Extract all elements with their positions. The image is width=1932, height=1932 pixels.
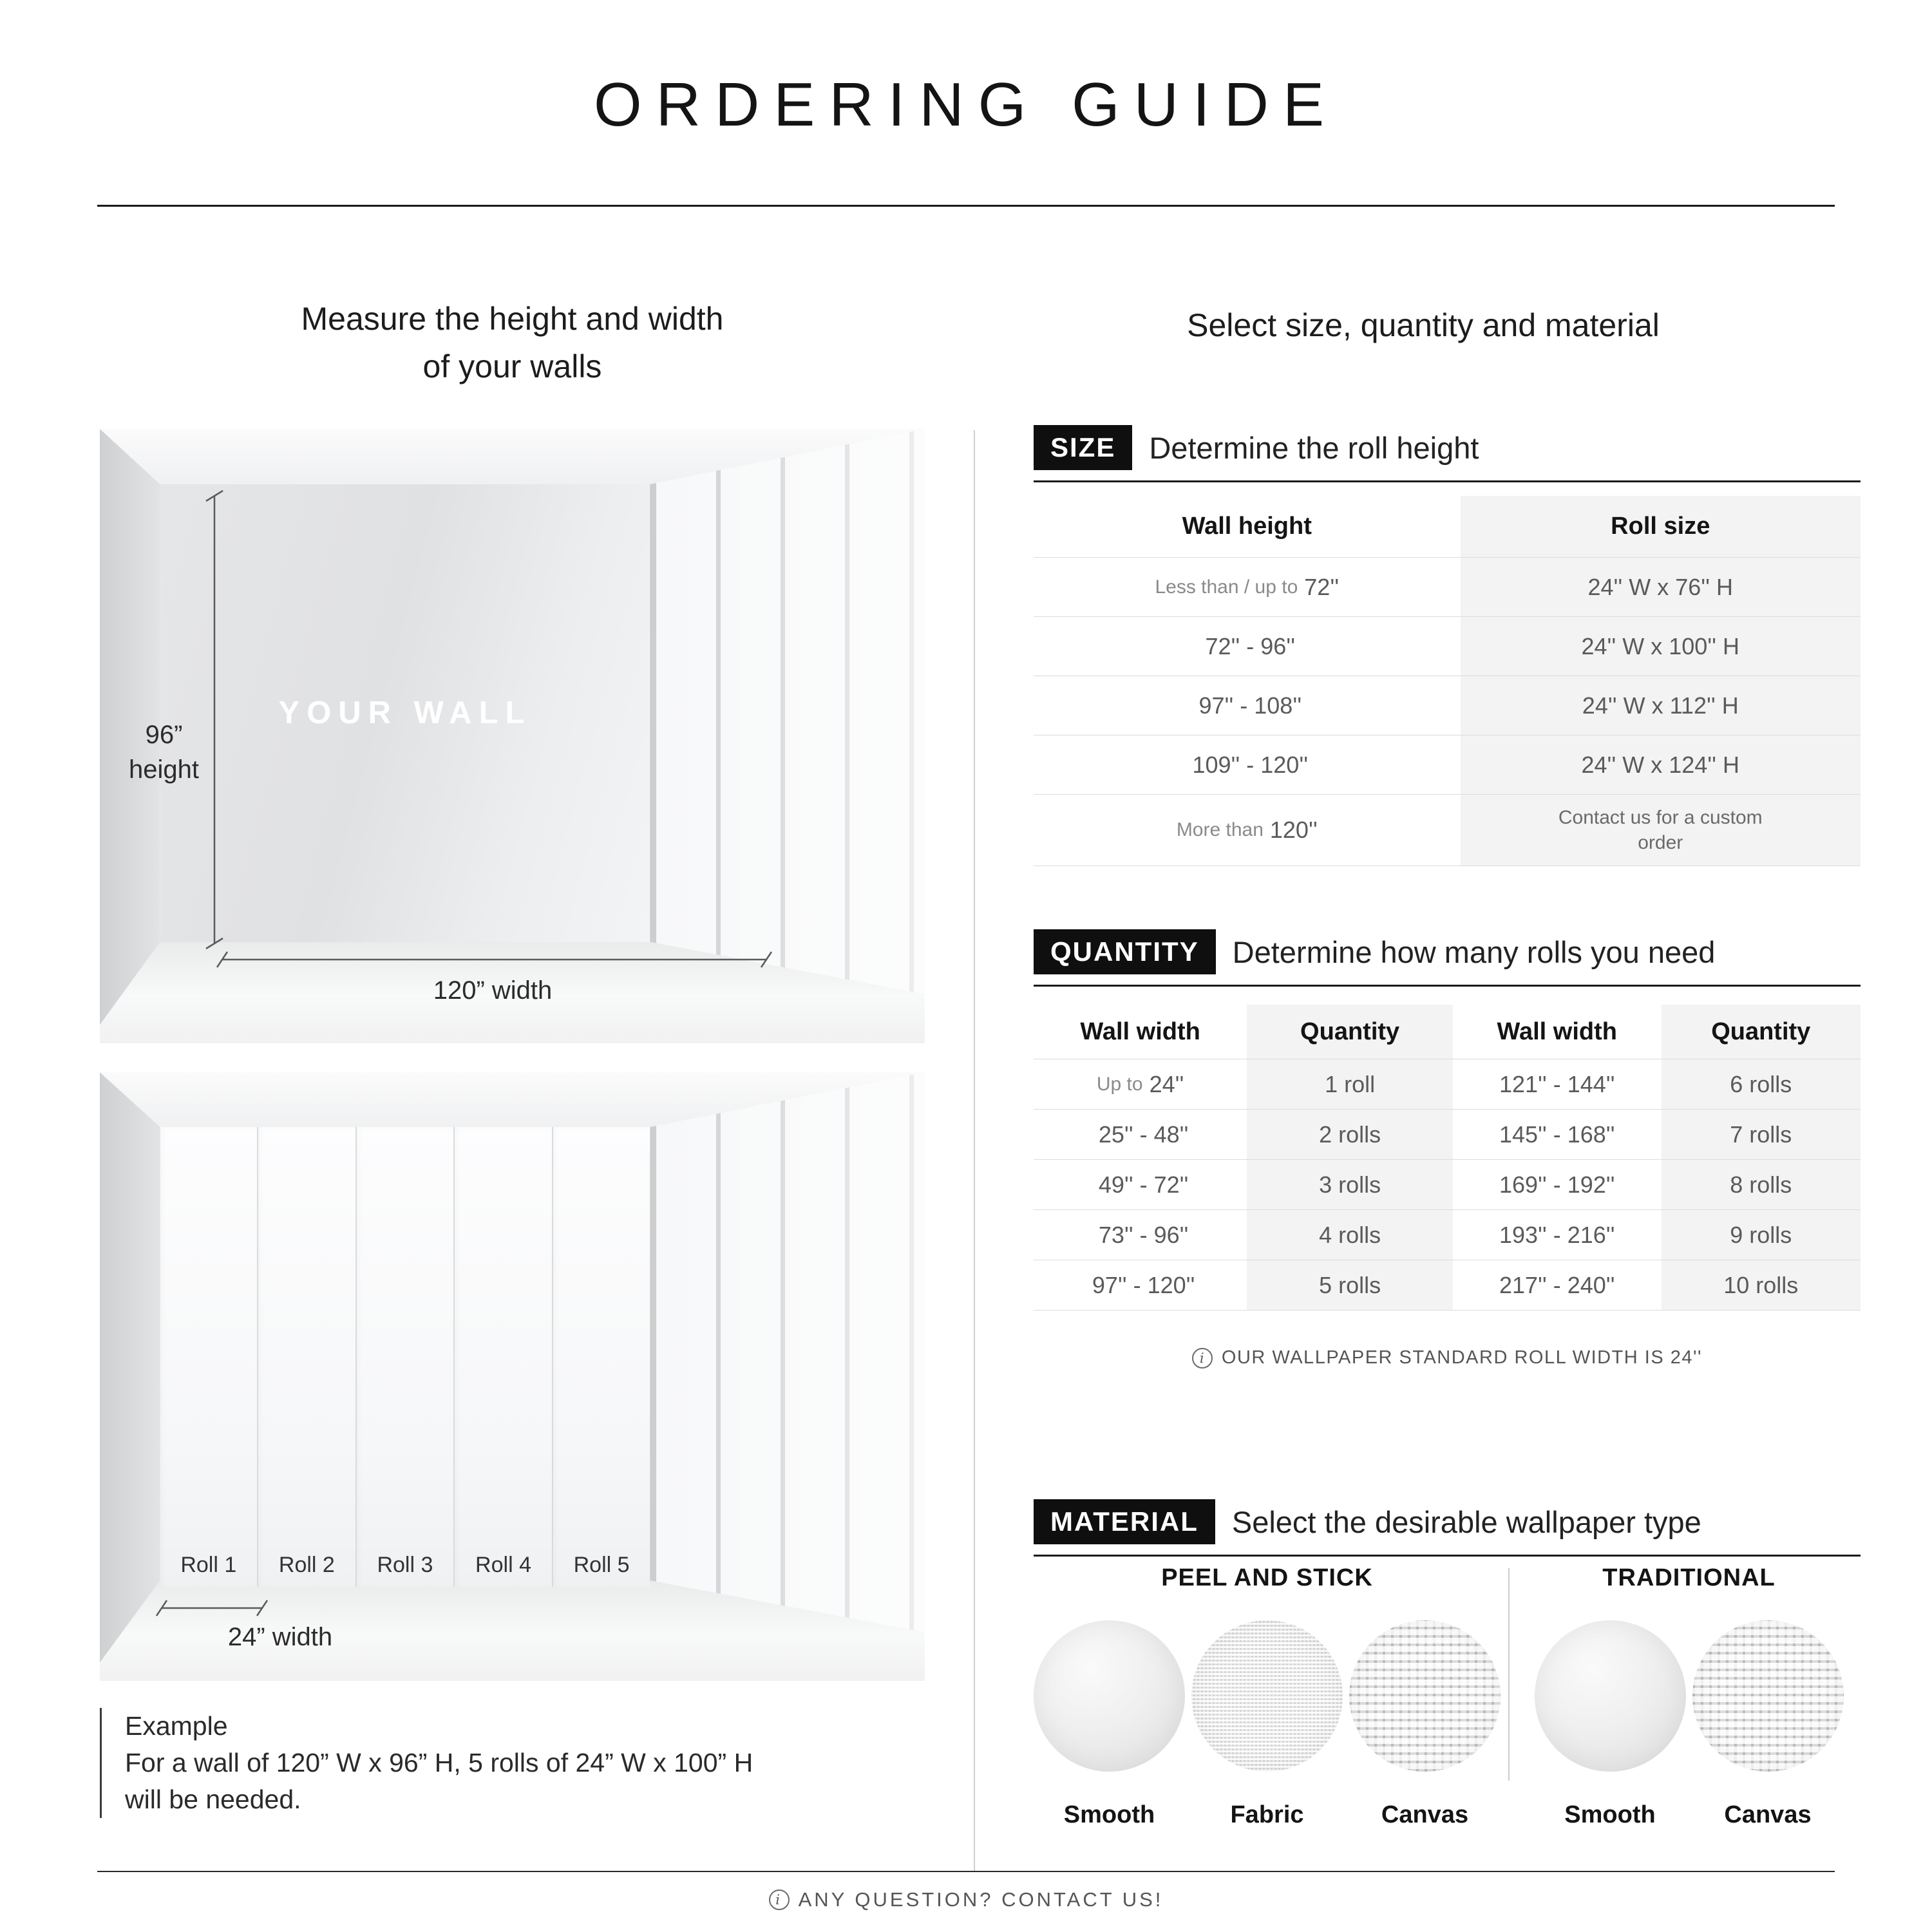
size-row	[1034, 735, 1861, 795]
roll-size-cell: 24'' W x 100'' H	[1461, 617, 1861, 676]
canvas-texture-swatch	[1349, 1620, 1501, 1772]
roll-width-dimension-label: 24” width	[227, 1623, 333, 1651]
wall-width-cell: 97'' - 120''	[1092, 1271, 1195, 1298]
wall-height-cell: 109'' - 120''	[1192, 751, 1309, 778]
page-title: ORDERING GUIDE	[593, 70, 1339, 139]
wall-width-cell: 169'' - 192''	[1499, 1171, 1615, 1198]
col-wall-height: Wall height	[1182, 513, 1312, 540]
roll-size-cell: 24'' W x 124'' H	[1461, 735, 1861, 794]
material-section-header	[1034, 1499, 1861, 1557]
quantity-cell: 2 rolls	[1247, 1110, 1453, 1159]
material-subtitle: Select the desirable wallpaper type	[1231, 1504, 1701, 1539]
col-quantity: Quantity	[1662, 1005, 1861, 1059]
quantity-cell: 4 rolls	[1247, 1210, 1453, 1260]
col-roll-size: Roll size	[1461, 496, 1861, 557]
wall-width-cell: 217'' - 240''	[1499, 1271, 1615, 1298]
footer-note	[0, 1888, 1932, 1911]
quantity-subtitle: Determine how many rolls you need	[1232, 934, 1716, 969]
swatch-canvas	[1692, 1620, 1844, 1829]
quantity-row	[1034, 1160, 1861, 1210]
size-row	[1034, 795, 1861, 866]
swatch-canvas	[1349, 1620, 1501, 1829]
wall-height-cell: Less than / up to 72''	[1155, 573, 1340, 600]
quantity-row	[1034, 1110, 1861, 1160]
height-word: height	[129, 755, 199, 784]
swatch-label: Smooth	[1063, 1801, 1155, 1828]
roll-size-cell: 24'' W x 76'' H	[1461, 558, 1861, 616]
left-heading-line2: of your walls	[422, 348, 602, 384]
wall-width-cell: 193'' - 216''	[1499, 1221, 1615, 1248]
swatch-fabric	[1191, 1620, 1343, 1829]
room-diagram-measure	[100, 429, 925, 1043]
wall-width-cell: 121'' - 144''	[1499, 1070, 1615, 1097]
size-table-header	[1034, 496, 1861, 558]
fabric-texture-swatch	[1191, 1620, 1343, 1772]
group-name: TRADITIONAL	[1602, 1564, 1776, 1591]
size-table	[1034, 496, 1861, 866]
height-value: 96”	[145, 721, 183, 749]
quantity-table	[1034, 1005, 1861, 1311]
smooth-texture-swatch	[1535, 1620, 1686, 1772]
swatch-label: Canvas	[1724, 1801, 1812, 1828]
quantity-row	[1034, 1260, 1861, 1311]
roll-size-cell: Contact us for a custom order	[1461, 795, 1861, 866]
swatch-smooth	[1034, 1620, 1185, 1829]
roll-width-note	[1034, 1347, 1861, 1368]
peel-and-stick-group	[1034, 1562, 1501, 1829]
left-column-heading	[100, 295, 925, 390]
roll-label: Roll 5	[573, 1552, 630, 1577]
column-divider	[974, 430, 975, 1871]
roll-label: Roll 3	[377, 1552, 433, 1577]
canvas-texture-swatch	[1692, 1620, 1844, 1772]
group-name: PEEL AND STICK	[1161, 1564, 1373, 1591]
smooth-texture-swatch	[1034, 1620, 1185, 1772]
info-icon: i	[1192, 1348, 1213, 1368]
dimension-lines	[100, 429, 925, 1043]
swatch-label: Canvas	[1381, 1801, 1469, 1828]
size-row	[1034, 676, 1861, 735]
quantity-row	[1034, 1059, 1861, 1110]
quantity-row	[1034, 1210, 1861, 1260]
left-heading-line1: Measure the height and width	[301, 301, 724, 337]
col-wall-width: Wall width	[1080, 1018, 1200, 1045]
quantity-cell: 9 rolls	[1662, 1210, 1861, 1260]
swatch-label: Smooth	[1564, 1801, 1656, 1828]
quantity-cell: 7 rolls	[1662, 1110, 1861, 1159]
wall-width-cell: 73'' - 96''	[1098, 1221, 1189, 1248]
your-wall-label: YOUR WALL	[278, 696, 532, 731]
size-section-header	[1034, 425, 1861, 482]
example-title: Example	[125, 1711, 228, 1741]
size-row	[1034, 617, 1861, 676]
quantity-table-header	[1034, 1005, 1861, 1059]
wall-height-cell: 97'' - 108''	[1198, 692, 1302, 719]
roll-label: Roll 4	[475, 1552, 531, 1577]
material-badge: MATERIAL	[1034, 1499, 1215, 1544]
wall-width-cell: 25'' - 48''	[1098, 1121, 1189, 1148]
swatch-label: Fabric	[1230, 1801, 1304, 1828]
roll-size-cell: 24'' W x 112'' H	[1461, 676, 1861, 735]
roll-label: Roll 1	[180, 1552, 237, 1577]
traditional-group	[1517, 1562, 1861, 1829]
roll-width-note-text: OUR WALLPAPER STANDARD ROLL WIDTH IS 24''	[1221, 1347, 1703, 1368]
dimension-lines	[100, 1072, 925, 1681]
width-dimension-label: 120” width	[433, 976, 553, 1005]
info-icon: i	[769, 1889, 790, 1910]
col-quantity: Quantity	[1247, 1005, 1453, 1059]
quantity-cell: 10 rolls	[1662, 1260, 1861, 1310]
wall-height-cell: 72'' - 96''	[1205, 632, 1296, 659]
footer-note-text: ANY QUESTION? CONTACT US!	[798, 1888, 1164, 1911]
swatch-smooth	[1535, 1620, 1686, 1829]
example-line1: For a wall of 120” W x 96” H, 5 rolls of 24” W x 100” H	[125, 1748, 753, 1777]
quantity-cell: 5 rolls	[1247, 1260, 1453, 1310]
size-badge: SIZE	[1034, 425, 1132, 470]
wall-width-cell: Up to 24''	[1096, 1070, 1184, 1097]
wall-width-cell: 145'' - 168''	[1499, 1121, 1615, 1148]
example-line2: will be needed.	[125, 1785, 301, 1814]
example-note	[100, 1708, 925, 1818]
size-subtitle: Determine the roll height	[1149, 430, 1479, 465]
wall-height-cell: More than 120''	[1176, 817, 1318, 843]
top-divider	[97, 205, 1835, 207]
right-column-heading: Select size, quantity and material	[1187, 307, 1660, 343]
quantity-cell: 1 roll	[1247, 1059, 1453, 1109]
bottom-divider	[97, 1871, 1835, 1872]
wall-width-cell: 49'' - 72''	[1098, 1171, 1189, 1198]
col-wall-width: Wall width	[1497, 1018, 1617, 1045]
material-group-divider	[1508, 1568, 1510, 1781]
material-groups	[1034, 1562, 1861, 1829]
quantity-cell: 3 rolls	[1247, 1160, 1453, 1209]
quantity-section-header	[1034, 929, 1861, 987]
height-dimension-label	[108, 717, 220, 787]
size-row	[1034, 558, 1861, 617]
quantity-badge: QUANTITY	[1034, 929, 1216, 974]
roll-label: Roll 2	[278, 1552, 335, 1577]
quantity-cell: 8 rolls	[1662, 1160, 1861, 1209]
room-diagram-rolls	[100, 1072, 925, 1681]
quantity-cell: 6 rolls	[1662, 1059, 1861, 1109]
